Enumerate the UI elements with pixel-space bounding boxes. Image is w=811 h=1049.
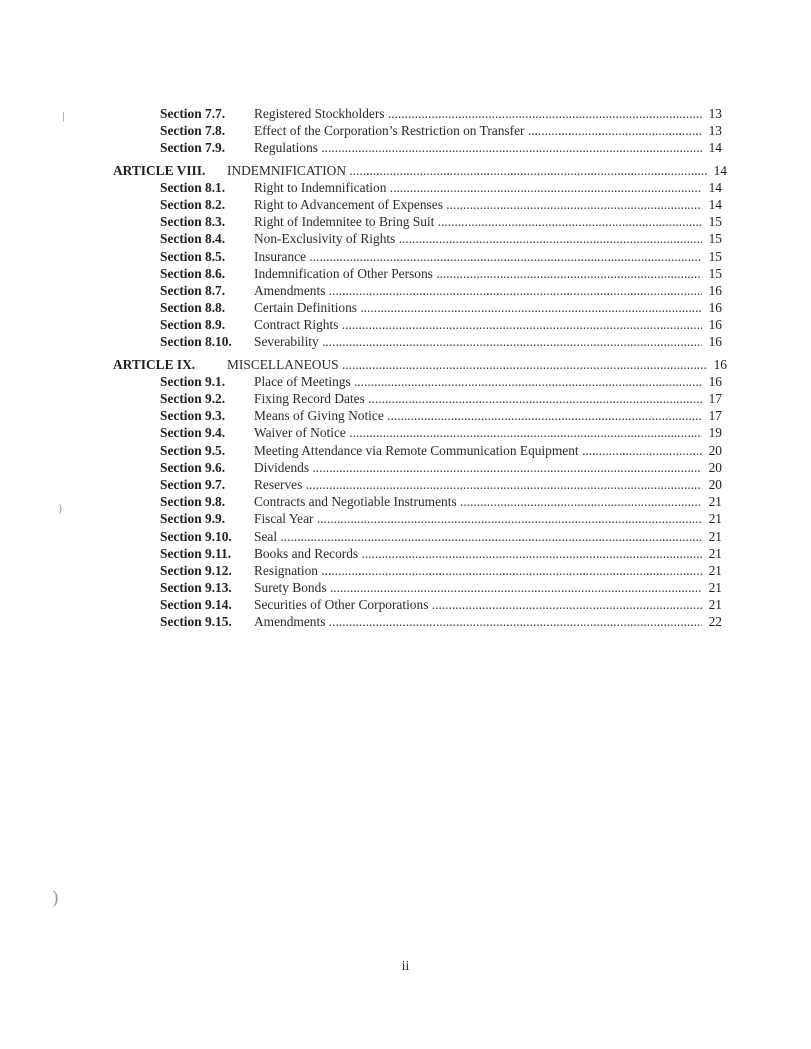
- toc-entry: [0, 213, 811, 230]
- table-of-contents: [0, 105, 811, 631]
- section-number: Section 9.1.: [160, 373, 226, 389]
- section-title: Meeting Attendance via Remote Communication Equipment .....: [254, 442, 703, 459]
- toc-entry: [0, 390, 811, 407]
- section-title: Seal .....: [254, 528, 703, 545]
- toc-entry: [0, 265, 811, 282]
- page-ref: 16: [713, 356, 727, 372]
- section-number: Section 8.10.: [160, 334, 232, 350]
- toc-entry: [0, 282, 811, 299]
- toc-entry: [0, 562, 811, 579]
- toc-entry: [0, 230, 811, 247]
- toc-entry: [0, 196, 811, 213]
- page-ref: 17: [702, 407, 722, 424]
- page-ref: 16: [702, 282, 722, 299]
- section-title: Certain Definitions .....: [254, 299, 703, 316]
- section-title: Fixing Record Dates .....: [254, 390, 703, 407]
- section-number: Section 9.12.: [160, 562, 232, 578]
- page-ref: 22: [702, 613, 722, 630]
- scan-artifact: |: [62, 112, 66, 122]
- section-title: Regulations .....: [254, 139, 703, 156]
- page-ref: 13: [702, 122, 722, 139]
- section-number: Section 9.7.: [160, 476, 226, 492]
- section-number: Section 8.7.: [160, 282, 226, 298]
- section-title: Resignation .....: [254, 562, 703, 579]
- section-title: Dividends .....: [254, 459, 703, 476]
- section-title: Right to Indemnification .....: [254, 179, 703, 196]
- section-title: Means of Giving Notice .....: [254, 407, 703, 424]
- page-ref: 14: [702, 196, 722, 213]
- page-ref: 15: [702, 230, 722, 247]
- section-title: Right to Advancement of Expenses .....: [254, 196, 703, 213]
- section-number: Section 9.8.: [160, 494, 226, 510]
- article-label: ARTICLE IX.: [113, 356, 196, 372]
- scan-artifact: ): [52, 888, 60, 909]
- page-ref: 21: [702, 545, 722, 562]
- page-ref: 20: [702, 476, 722, 493]
- page-ref: 14: [702, 139, 722, 156]
- page-ref: 21: [702, 562, 722, 579]
- toc-entry: [0, 105, 811, 122]
- toc-entry: [0, 179, 811, 196]
- section-number: Section 8.1.: [160, 179, 226, 195]
- section-number: Section 9.6.: [160, 459, 226, 475]
- section-number: Section 9.3.: [160, 408, 226, 424]
- toc-entry: [0, 493, 811, 510]
- page-ref: 15: [702, 213, 722, 230]
- section-number: Section 9.13.: [160, 580, 232, 596]
- page-ref: 21: [702, 493, 722, 510]
- section-number: Section 8.3.: [160, 214, 226, 230]
- toc-entry: [0, 579, 811, 596]
- section-number: Section 8.2.: [160, 196, 226, 212]
- section-title: Right of Indemnitee to Bring Suit .....: [254, 213, 703, 230]
- article-title: INDEMNIFICATION .....: [227, 162, 708, 179]
- section-number: Section 9.15.: [160, 614, 232, 630]
- page-ref: 16: [702, 299, 722, 316]
- page-ref: 16: [702, 333, 722, 350]
- page-ref: 15: [702, 265, 722, 282]
- section-number: Section 7.7.: [160, 106, 226, 121]
- toc-entry: [0, 528, 811, 545]
- page-ref: 14: [702, 179, 722, 196]
- page-ref: 21: [702, 579, 722, 596]
- section-number: Section 7.8.: [160, 123, 226, 139]
- section-number: Section 9.5.: [160, 442, 226, 458]
- toc-entry: [0, 613, 811, 630]
- article-label: ARTICLE VIII.: [113, 162, 206, 178]
- page-ref: 20: [702, 442, 722, 459]
- article-title: MISCELLANEOUS .....: [227, 356, 708, 373]
- page-ref: 16: [702, 316, 722, 333]
- section-title: Severability .....: [254, 333, 703, 350]
- section-title: Reserves .....: [254, 476, 703, 493]
- toc-entry: [0, 299, 811, 316]
- section-title: Amendments .....: [254, 613, 703, 630]
- toc-entry: [0, 373, 811, 390]
- toc-entry: [0, 248, 811, 265]
- toc-entry: [0, 424, 811, 441]
- section-number: Section 8.8.: [160, 300, 226, 316]
- section-title: Amendments .....: [254, 282, 703, 299]
- toc-entry: [0, 459, 811, 476]
- page-ref: 17: [702, 390, 722, 407]
- scan-artifact: ): [58, 502, 63, 515]
- page-ref: 13: [702, 105, 722, 122]
- page-ref: 21: [702, 596, 722, 613]
- toc-entry: [0, 122, 811, 139]
- page-ref: 21: [702, 528, 722, 545]
- section-title: Place of Meetings .....: [254, 373, 703, 390]
- page-ref: 16: [702, 373, 722, 390]
- section-title: Fiscal Year .....: [254, 510, 703, 527]
- page-ref: 19: [702, 424, 722, 441]
- section-title: Securities of Other Corporations .....: [254, 596, 703, 613]
- toc-entry: [0, 333, 811, 350]
- toc-entry: [0, 139, 811, 156]
- toc-entry: [0, 545, 811, 562]
- section-number: Section 8.6.: [160, 265, 226, 281]
- toc-entry: [0, 316, 811, 333]
- section-title: Effect of the Corporation’s Restriction on Transfer .....: [254, 122, 703, 139]
- section-number: Section 8.9.: [160, 317, 226, 333]
- toc-article-heading: [113, 162, 727, 179]
- section-number: Section 7.9.: [160, 140, 226, 156]
- section-number: Section 8.4.: [160, 231, 226, 247]
- section-title: Insurance .....: [254, 248, 703, 265]
- toc-article-heading: [113, 356, 727, 373]
- section-title: Contracts and Negotiable Instruments .....: [254, 493, 703, 510]
- page-ref: 15: [702, 248, 722, 265]
- page-ref: 14: [713, 162, 727, 178]
- section-title: Non-Exclusivity of Rights .....: [254, 230, 703, 247]
- section-number: Section 9.10.: [160, 528, 232, 544]
- toc-entry: [0, 476, 811, 493]
- toc-entry: [0, 510, 811, 527]
- section-number: Section 9.11.: [160, 545, 232, 561]
- section-title: Contract Rights .....: [254, 316, 703, 333]
- section-title: Books and Records .....: [254, 545, 703, 562]
- page-ref: 21: [702, 510, 722, 527]
- toc-entry: [0, 442, 811, 459]
- section-number: Section 9.4.: [160, 425, 226, 441]
- section-number: Section 9.2.: [160, 391, 226, 406]
- section-number: Section 9.9.: [160, 511, 226, 527]
- page-number: ii: [401, 958, 410, 973]
- section-number: Section 8.5.: [160, 248, 226, 264]
- section-title: Surety Bonds .....: [254, 579, 703, 596]
- section-title: Indemnification of Other Persons .....: [254, 265, 703, 282]
- toc-entry: [0, 596, 811, 613]
- section-title: Waiver of Notice .....: [254, 424, 703, 441]
- section-title: Registered Stockholders .....: [254, 105, 703, 122]
- page-ref: 20: [702, 459, 722, 476]
- section-number: Section 9.14.: [160, 597, 232, 613]
- toc-entry: [0, 407, 811, 424]
